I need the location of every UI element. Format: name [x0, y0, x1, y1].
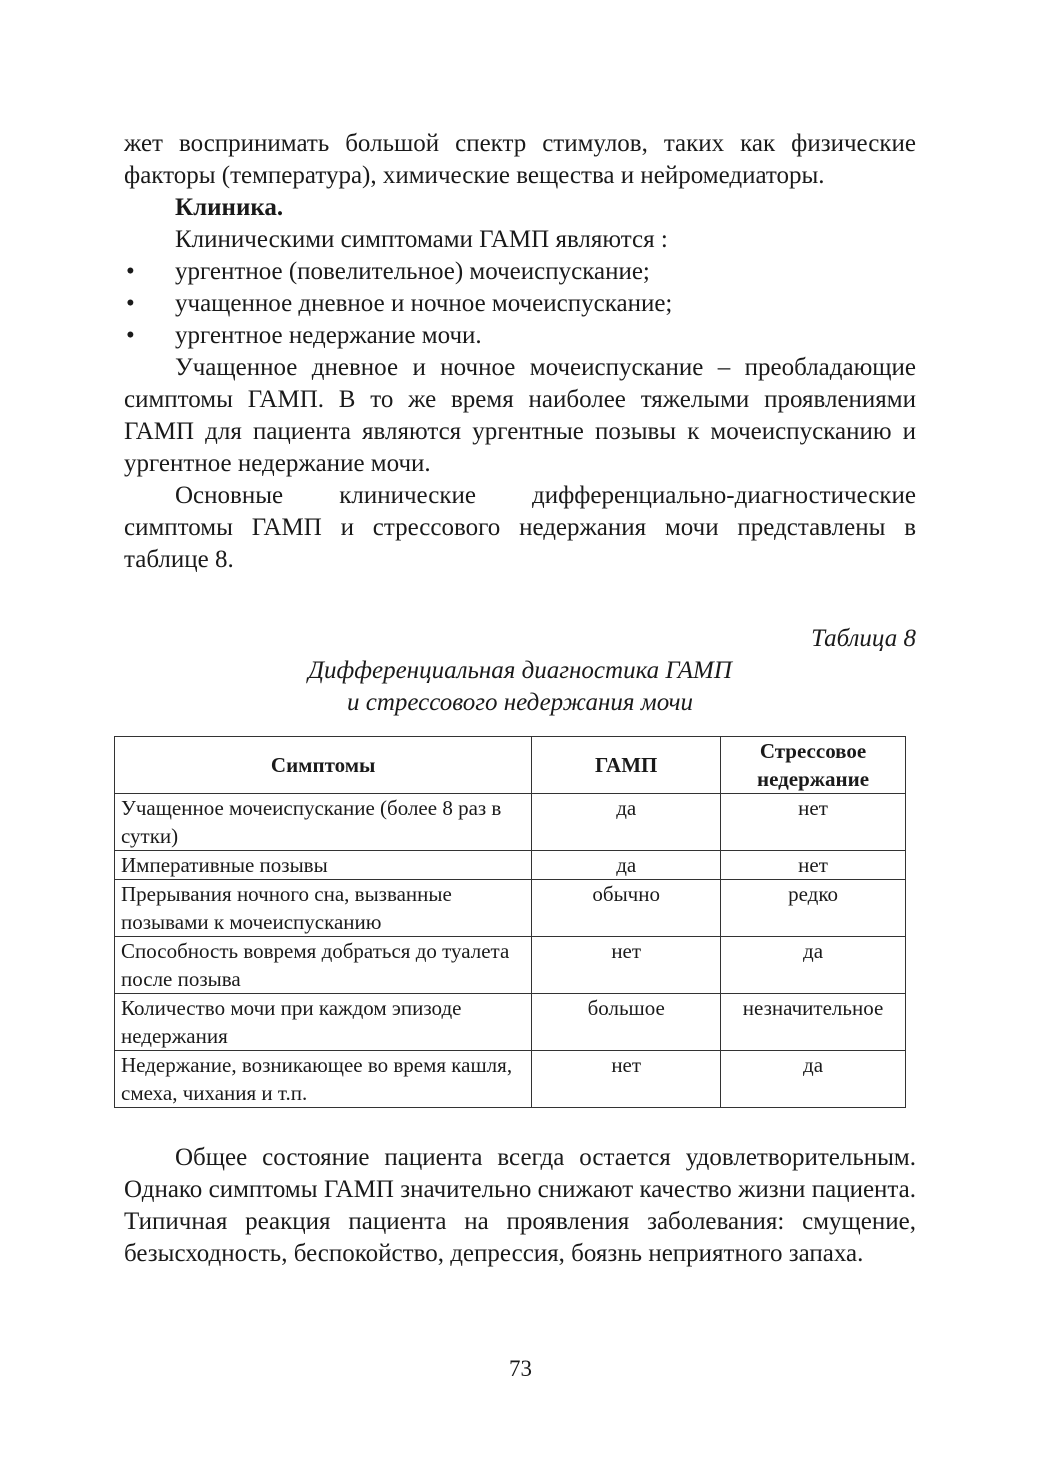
- table-row: [115, 994, 906, 1051]
- list-item: • учащенное дневное и ночное мочеиспускание;: [124, 288, 916, 320]
- list-item: • ургентное недержание мочи.: [124, 320, 916, 352]
- table-cell: незначительное: [721, 994, 906, 1051]
- intro-paragraph: жет воспринимать большой спектр стимулов, таких как физические факторы (температура), химические вещества и нейромедиаторы.: [124, 130, 916, 189]
- table-cell: редко: [721, 880, 906, 937]
- list-item: • ургентное (повелительное) мочеиспускание;: [124, 256, 916, 288]
- header-symptoms: Симптомы: [115, 737, 532, 794]
- after-table-body: [124, 1142, 916, 1270]
- bullet-icon: •: [126, 258, 135, 285]
- table-cell: да: [721, 1051, 906, 1108]
- table-row: [115, 880, 906, 937]
- table-cell: Недержание, возникающее во время кашля, смеха, чихания и т.п.: [115, 1051, 532, 1108]
- table-cell: да: [721, 937, 906, 994]
- table-cell: Способность вовремя добраться до туалета после позыва: [115, 937, 532, 994]
- header-gamp: ГАМП: [532, 737, 721, 794]
- table-cell: да: [532, 794, 721, 851]
- table-cell: Учащенное мочеиспускание (более 8 раз в сутки): [115, 794, 532, 851]
- table-cell: Прерывания ночного сна, вызванные позывами к мочеиспусканию: [115, 880, 532, 937]
- table-cell: Императивные позывы: [115, 851, 532, 880]
- page-body: [124, 128, 916, 719]
- table-header-row: [115, 737, 906, 794]
- table-cell: обычно: [532, 880, 721, 937]
- table-cell: да: [532, 851, 721, 880]
- differential-table: [114, 736, 906, 1108]
- table-row: [115, 937, 906, 994]
- header-stress: Стрессовое недержание: [721, 737, 906, 794]
- table-row: [115, 794, 906, 851]
- table-cell: Количество мочи при каждом эпизоде недержания: [115, 994, 532, 1051]
- table-cell: большое: [532, 994, 721, 1051]
- table-row: [115, 1051, 906, 1108]
- table-title-line1: Дифференциальная диагностика ГАМП: [308, 657, 732, 684]
- table-cell: нет: [721, 794, 906, 851]
- page-number: 73: [509, 1356, 532, 1381]
- paragraph-predominant: Учащенное дневное и ночное мочеиспускание – преобладающие симптомы ГАМП. В то же время наиболее тяжелыми проявлениями ГАМП для пациента являются ургентные позывы к мочеиспусканию и ургентное недержание мочи.: [124, 354, 916, 477]
- table-cell: нет: [721, 851, 906, 880]
- table-row: [115, 851, 906, 880]
- table-label: Таблица 8: [811, 625, 916, 652]
- symptom-list: [124, 256, 916, 352]
- table-title-line2: и стрессового недержания мочи: [347, 689, 693, 716]
- section-heading: Клиника.: [175, 194, 284, 221]
- paragraph-table-ref: Основные клинические дифференциально-диагностические симптомы ГАМП и стрессового недержания мочи представлены в таблице 8.: [124, 482, 916, 573]
- table-cell: нет: [532, 937, 721, 994]
- bullet-icon: •: [126, 322, 135, 349]
- table-cell: нет: [532, 1051, 721, 1108]
- clinical-intro: Клиническими симптомами ГАМП являются :: [175, 226, 668, 253]
- bullet-icon: •: [126, 290, 135, 317]
- paragraph-general-state: Общее состояние пациента всегда остается удовлетворительным. Однако симптомы ГАМП значительно снижают качество жизни пациента. Типичная реакция пациента на проявления заболевания: смущение, безысходность, беспокойство, депрессия, боязнь неприятного запаха.: [124, 1144, 916, 1267]
